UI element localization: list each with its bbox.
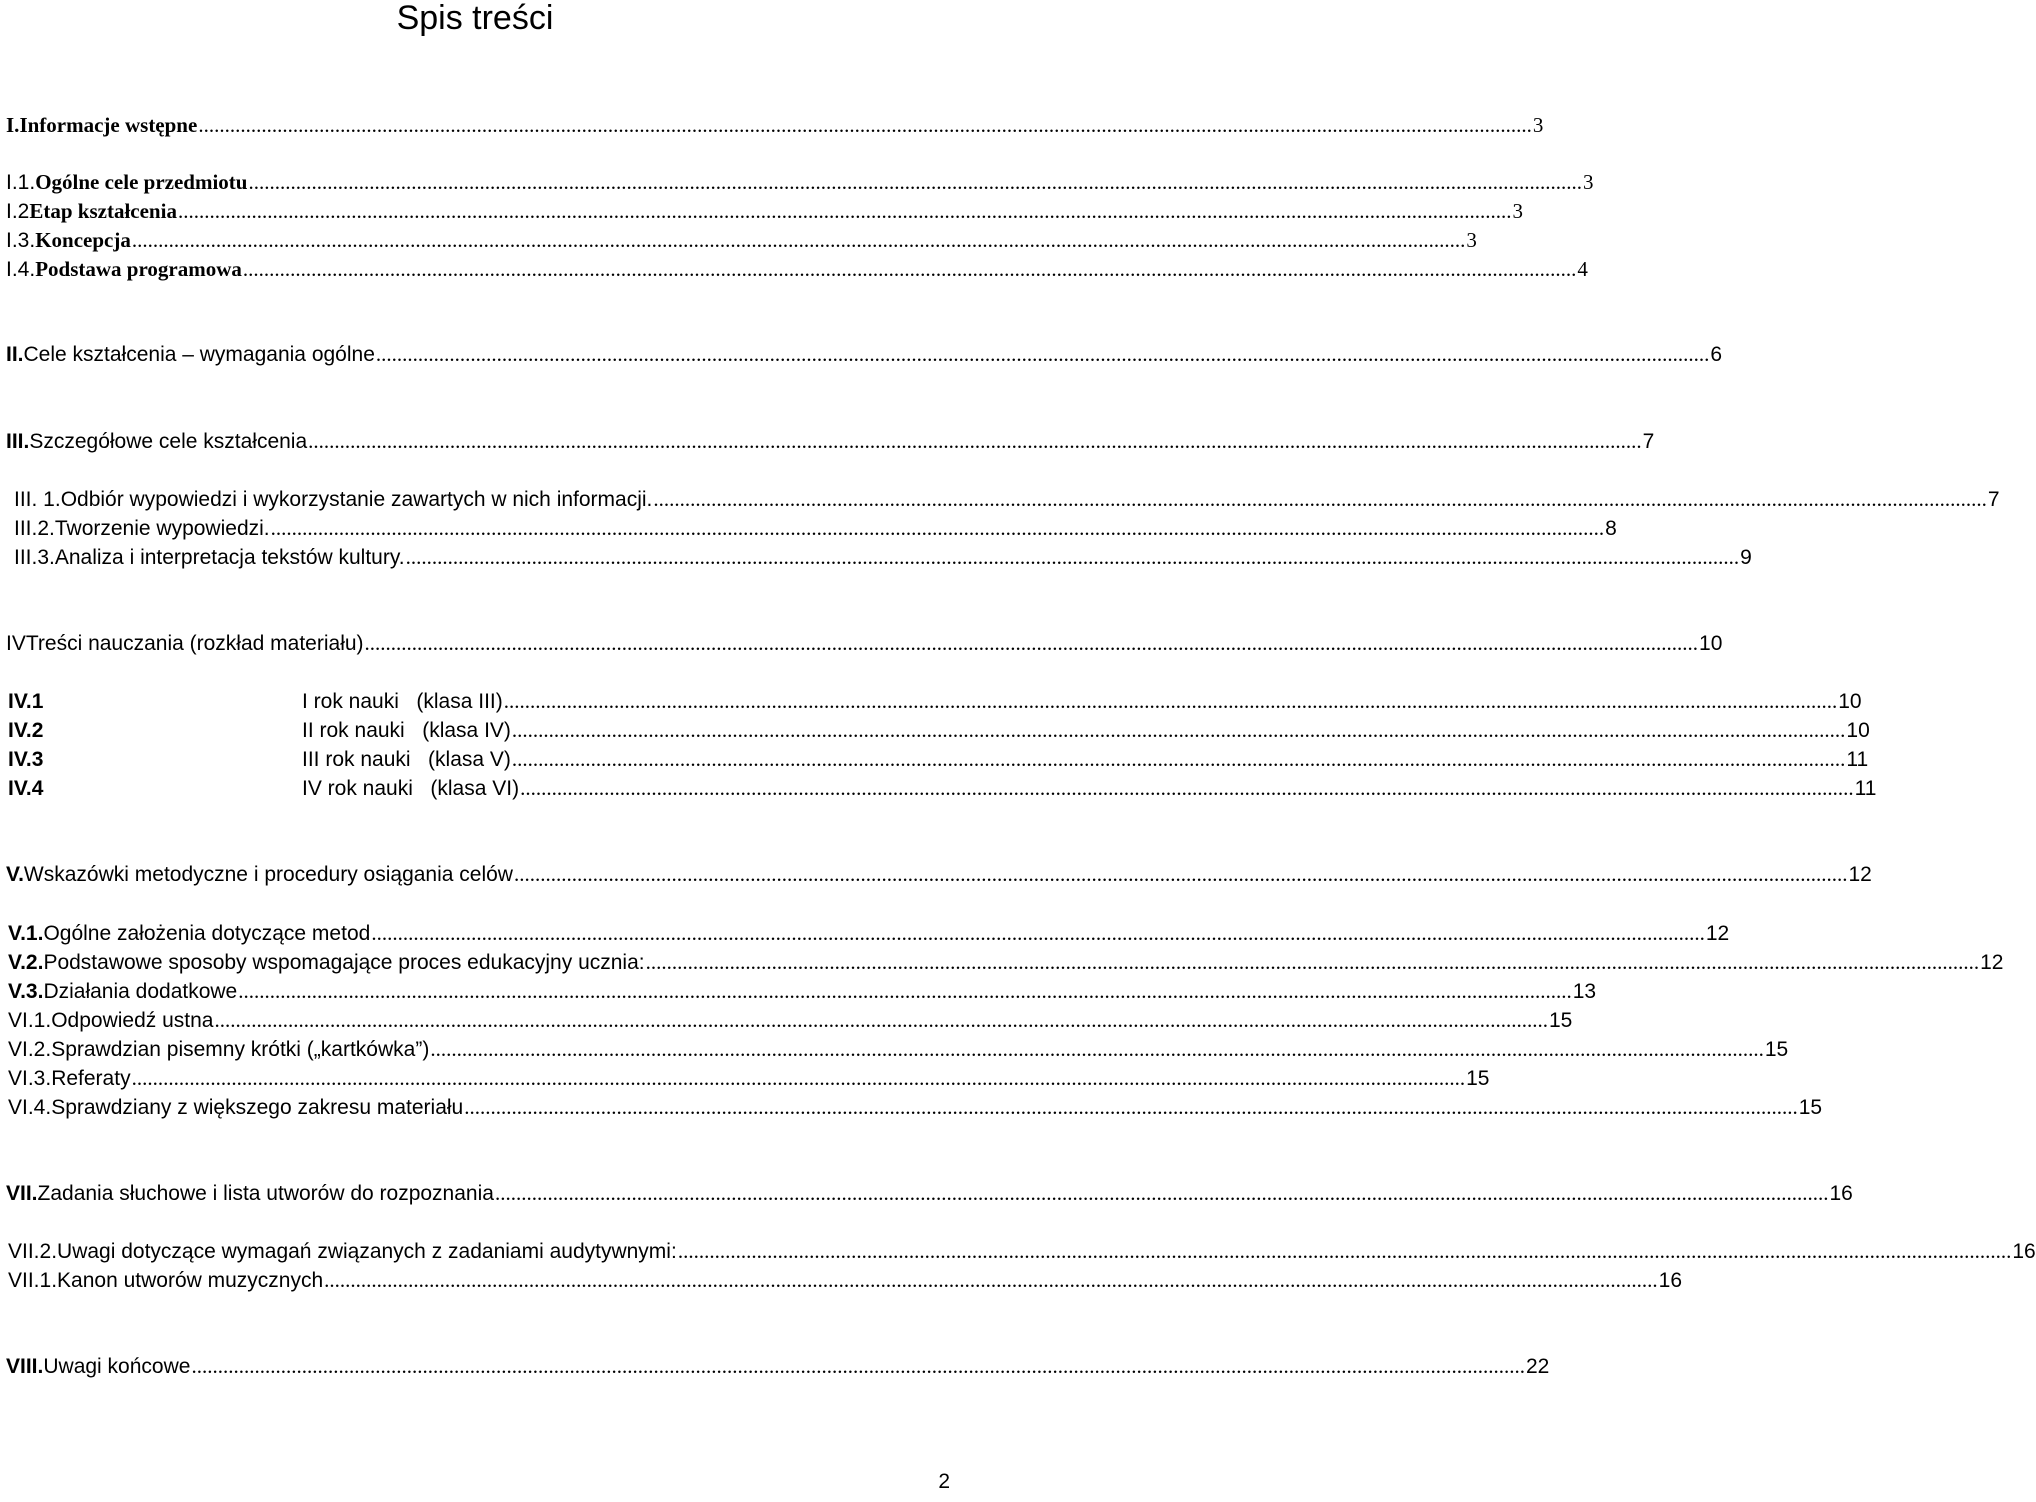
toc-leader — [243, 257, 1577, 281]
toc-leader — [376, 342, 1710, 366]
toc-entry-5-1[interactable] — [8, 921, 1730, 947]
toc-label: Uwagi dotyczące wymagań związanych z zadaniami audytywnymi: — [57, 1240, 677, 1263]
toc-page: 16 — [1829, 1182, 1853, 1205]
toc-leader — [132, 1066, 1466, 1090]
toc-number: V. — [6, 863, 24, 886]
toc-number: V.3. — [8, 980, 44, 1003]
toc-label: Podstawowe sposoby wspomagające proces edukacyjny ucznia: — [43, 951, 645, 974]
toc-entry-6-1[interactable] — [8, 1008, 1573, 1034]
toc-page: 3 — [1512, 199, 1523, 223]
toc-number: VII.1. — [8, 1269, 58, 1292]
toc-entry-3-2[interactable] — [14, 516, 1617, 542]
toc-entry-section-2[interactable] — [6, 342, 1723, 368]
toc-page: 16 — [2012, 1240, 2036, 1263]
toc-number: IV — [6, 632, 26, 655]
toc-leader — [191, 1354, 1525, 1378]
toc-leader — [406, 545, 1740, 569]
toc-label: Etap kształcenia — [29, 199, 177, 223]
toc-entry-4-1[interactable] — [8, 689, 1862, 715]
toc-number: VI.3. — [8, 1067, 52, 1090]
toc-number: VIII. — [6, 1355, 44, 1378]
toc-leader — [504, 689, 1838, 713]
toc-page: 15 — [1764, 1038, 1789, 1061]
toc-page: 15 — [1548, 1009, 1573, 1032]
toc-label: Treści nauczania (rozkład materiału) — [25, 632, 364, 655]
toc-number: VI.1. — [8, 1009, 52, 1032]
toc-leader — [464, 1095, 1798, 1119]
toc-page: 22 — [1525, 1355, 1550, 1378]
toc-page: 6 — [1710, 343, 1723, 366]
toc-label: Sprawdzian pisemny krótki („kartkówka”) — [51, 1038, 430, 1061]
toc-label: Uwagi końcowe — [43, 1355, 191, 1378]
toc-number: I.4. — [6, 258, 36, 281]
page-title: Spis treści — [396, 0, 554, 37]
toc-leader — [238, 979, 1572, 1003]
toc-label: Zadania słuchowe i lista utworów do rozpoznania — [37, 1182, 494, 1205]
toc-label: Działania dodatkowe — [43, 980, 238, 1003]
toc-leader — [198, 113, 1532, 137]
toc-page: 8 — [1605, 517, 1617, 540]
toc-leader — [520, 776, 1854, 800]
toc-label: IV rok nauki (klasa VI) — [302, 777, 520, 800]
toc-label: Ogólne cele przedmiotu — [35, 170, 248, 194]
toc-label: Ogólne założenia dotyczące metod — [43, 922, 371, 945]
toc-leader — [324, 1268, 1658, 1292]
toc-page: 3 — [1466, 228, 1477, 252]
toc-leader — [512, 747, 1846, 771]
toc-entry-3-3[interactable] — [14, 545, 1752, 571]
toc-leader — [495, 1181, 1829, 1205]
toc-label: Cele kształcenia – wymagania ogólne — [23, 343, 375, 366]
toc-number: VII.2. — [8, 1240, 58, 1263]
toc-entry-section-8[interactable] — [6, 1354, 1550, 1380]
toc-leader — [178, 199, 1512, 223]
toc-label: Odpowiedź ustna — [51, 1009, 214, 1032]
toc-page: 7 — [1987, 488, 2000, 511]
toc-leader — [271, 516, 1605, 540]
toc-entry-6-4[interactable] — [8, 1095, 1823, 1121]
toc-number: V.2. — [8, 951, 44, 974]
toc-label: Sprawdziany z większego zakresu materiału — [51, 1096, 464, 1119]
toc-leader — [308, 429, 1642, 453]
toc-number: IV.3 — [8, 748, 44, 771]
toc-leader — [512, 718, 1846, 742]
toc-number: II. — [6, 343, 24, 366]
toc-entry-6-2[interactable] — [8, 1037, 1789, 1063]
toc-entry-4-2[interactable] — [8, 718, 1870, 744]
toc-page: 13 — [1572, 980, 1597, 1003]
toc-page: 11 — [1846, 748, 1869, 771]
toc-number: VI.4. — [8, 1096, 52, 1119]
toc-label: Analiza i interpretacja tekstów kultury. — [54, 546, 405, 569]
toc-entry-1-1[interactable] — [6, 170, 1594, 196]
toc-number: IV.1 — [8, 690, 44, 713]
toc-label: III rok nauki (klasa V) — [302, 748, 511, 771]
toc-page: 15 — [1466, 1067, 1490, 1090]
toc-leader — [678, 1239, 2012, 1263]
toc-entry-5-3[interactable] — [8, 979, 1597, 1005]
toc-label: II rok nauki (klasa IV) — [302, 719, 511, 742]
toc-page: 12 — [1848, 863, 1872, 886]
toc-entry-3-1[interactable] — [14, 487, 2000, 513]
toc-label: Koncepcja — [35, 228, 131, 252]
toc-number: VI.2. — [8, 1038, 52, 1061]
toc-number: III.3. — [14, 546, 55, 569]
toc-page: 7 — [1642, 430, 1655, 453]
toc-number: I.3. — [6, 229, 36, 252]
toc-number: IV.4 — [8, 777, 44, 800]
toc-number: I.1. — [6, 171, 36, 194]
toc-page: 10 — [1699, 632, 1723, 655]
toc-leader — [214, 1008, 1548, 1032]
toc-entry-1-4[interactable] — [6, 257, 1588, 283]
toc-number: III. 1. — [14, 488, 61, 511]
toc-number: VII. — [6, 1182, 38, 1205]
toc-entry-5-2[interactable] — [8, 950, 2004, 976]
toc-label: Odbiór wypowiedzi i wykorzystanie zawartych w nich informacji. — [60, 488, 653, 511]
toc-leader — [646, 950, 1980, 974]
toc-entry-6-3[interactable] — [8, 1066, 1490, 1092]
toc-number: I. — [6, 113, 20, 137]
toc-label: I rok nauki (klasa III) — [302, 690, 503, 713]
toc-page: 10 — [1846, 719, 1870, 742]
toc-page: 12 — [1705, 922, 1730, 945]
toc-entry-7-2[interactable] — [8, 1239, 2036, 1265]
toc-entry-section-1[interactable] — [6, 113, 1544, 139]
toc-page: 3 — [1582, 170, 1594, 194]
toc-leader — [514, 862, 1848, 886]
toc-leader — [430, 1037, 1764, 1061]
toc-entry-section-3[interactable] — [6, 429, 1655, 455]
toc-label: Informacje wstępne — [19, 113, 198, 137]
toc-leader — [371, 921, 1705, 945]
toc-page: 16 — [1658, 1269, 1683, 1292]
toc-page: 11 — [1854, 777, 1877, 800]
toc-page: 3 — [1532, 113, 1544, 137]
toc-leader — [365, 631, 1699, 655]
toc-entry-4-4[interactable] — [8, 776, 1877, 802]
toc-entry-section-7[interactable] — [6, 1181, 1853, 1207]
toc-label: Podstawa programowa — [35, 257, 242, 281]
toc-entry-7-1[interactable] — [8, 1268, 1683, 1294]
toc-page: 10 — [1838, 690, 1862, 713]
toc-number: V.1. — [8, 922, 44, 945]
toc-label: Kanon utworów muzycznych — [57, 1269, 324, 1292]
toc-number: IV.2 — [8, 719, 44, 742]
toc-label: Referaty — [51, 1067, 131, 1090]
toc-leader — [132, 228, 1466, 252]
toc-leader — [653, 487, 1987, 511]
toc-label: Wskazówki metodyczne i procedury osiągania celów — [23, 863, 513, 886]
toc-entry-section-4[interactable] — [6, 631, 1723, 657]
toc-page: 15 — [1798, 1096, 1823, 1119]
toc-entry-4-3[interactable] — [8, 747, 1869, 773]
toc-entry-1-2[interactable] — [6, 199, 1523, 225]
toc-entry-section-5[interactable] — [6, 862, 1872, 888]
toc-label: Szczegółowe cele kształcenia — [29, 430, 308, 453]
toc-label: Tworzenie wypowiedzi. — [54, 517, 270, 540]
toc-number: I.2 — [6, 200, 30, 223]
toc-leader — [248, 170, 1582, 194]
toc-entry-1-3[interactable] — [6, 228, 1477, 254]
toc-number: III. — [6, 430, 30, 453]
toc-page: 4 — [1577, 257, 1588, 281]
toc-page: 12 — [1980, 951, 2004, 974]
page-number: 2 — [938, 1470, 950, 1493]
toc-number: III.2. — [14, 517, 55, 540]
toc-page: 9 — [1740, 546, 1752, 569]
